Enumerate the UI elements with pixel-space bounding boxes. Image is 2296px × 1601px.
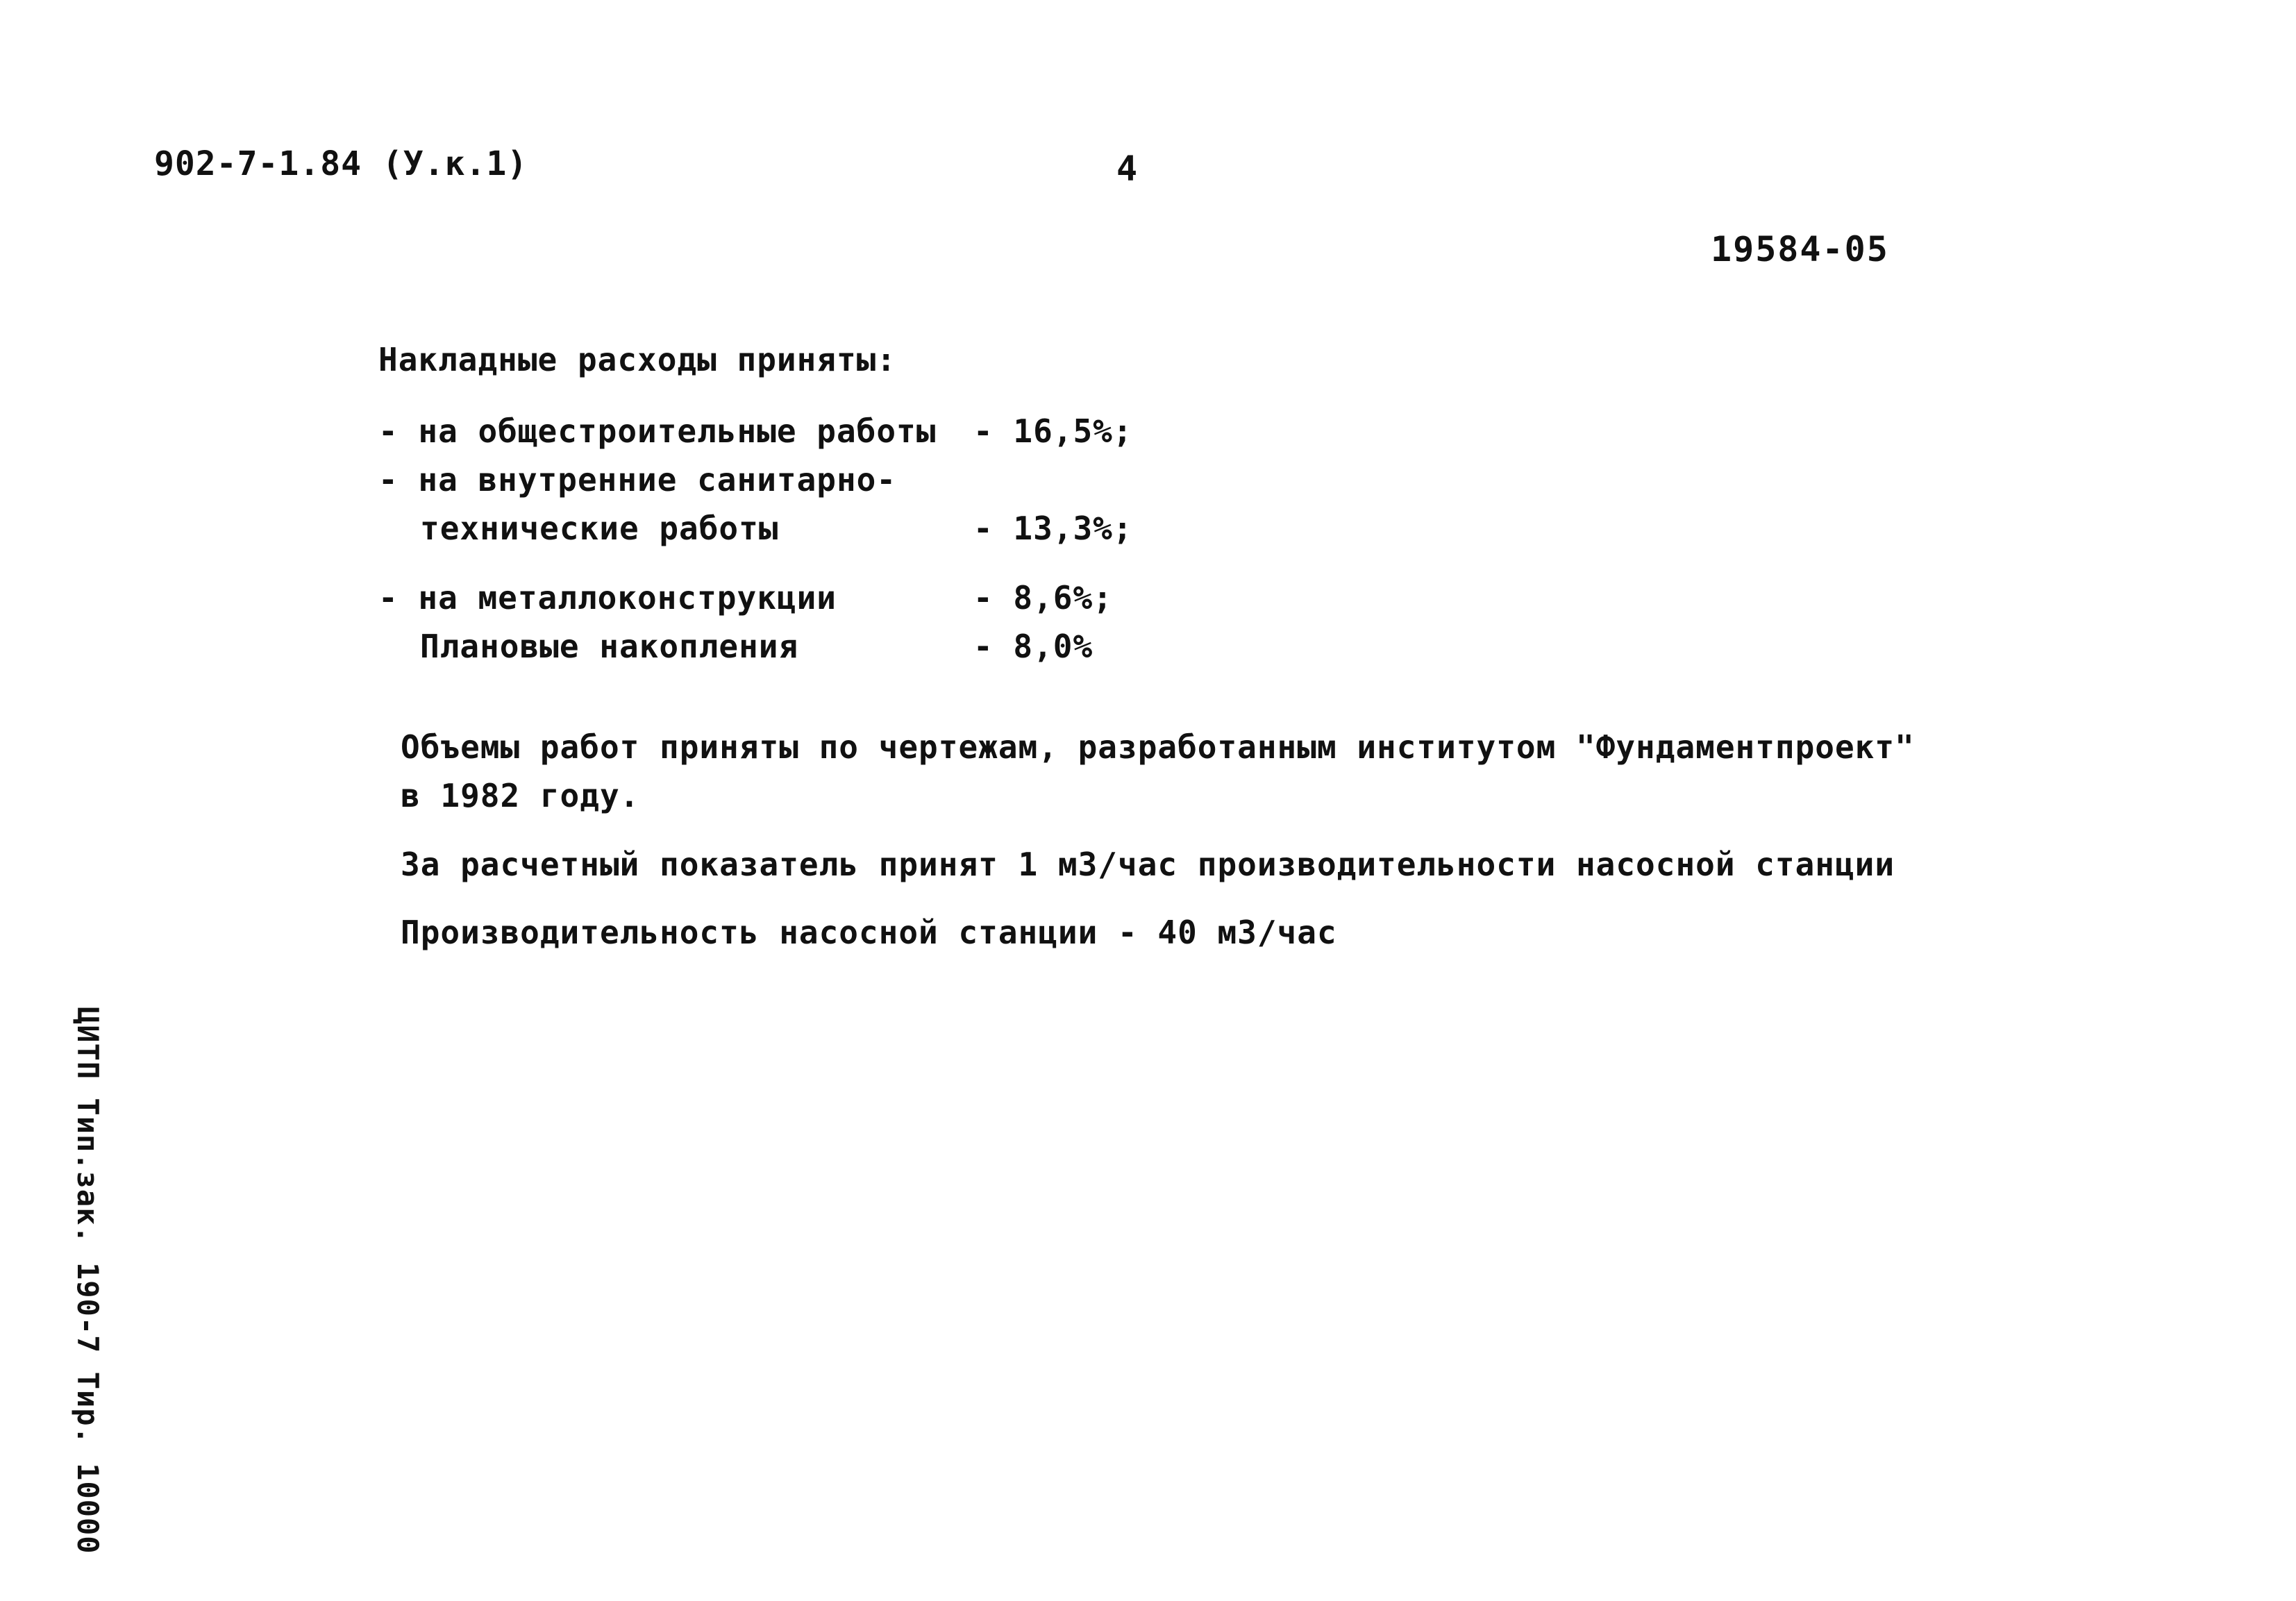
overhead-item-general-construction: - на общестроительные работы bbox=[378, 412, 937, 450]
volumes-paragraph-line2: в 1982 году. bbox=[401, 777, 640, 814]
overhead-item-metal-structures: - на металлоконструкции bbox=[378, 579, 837, 617]
volumes-paragraph-line1: Объемы работ приняты по чертежам, разработанным институтом "Фундаментпроект" bbox=[401, 728, 1915, 766]
printing-imprint: ЦИТП Тип.зак. 190-7 Тир. 10000 bbox=[71, 1007, 105, 1554]
capacity-paragraph: Производительность насосной станции - 40 м3/час bbox=[401, 914, 1337, 951]
overhead-value-sanitary: - 13,3%; bbox=[973, 510, 1133, 547]
overhead-item-sanitary-line1: - на внутренние санитарно- bbox=[378, 461, 897, 498]
registration-number: 19584-05 bbox=[1711, 229, 1889, 269]
indicator-paragraph: За расчетный показатель принят 1 м3/час производительности насосной станции bbox=[401, 846, 1895, 883]
overhead-value-metal-structures: - 8,6%; bbox=[973, 579, 1113, 617]
overhead-title: Накладные расходы приняты: bbox=[378, 341, 897, 378]
overhead-item-planned-savings: Плановые накопления bbox=[420, 628, 799, 665]
page-number: 4 bbox=[1116, 149, 1139, 189]
overhead-value-planned-savings: - 8,0% bbox=[973, 628, 1093, 665]
overhead-item-sanitary-line2: техничеcкие работы bbox=[420, 510, 779, 547]
document-code: 902-7-1.84 (У.к.1) bbox=[154, 144, 528, 183]
overhead-value-general-construction: - 16,5%; bbox=[973, 412, 1133, 450]
